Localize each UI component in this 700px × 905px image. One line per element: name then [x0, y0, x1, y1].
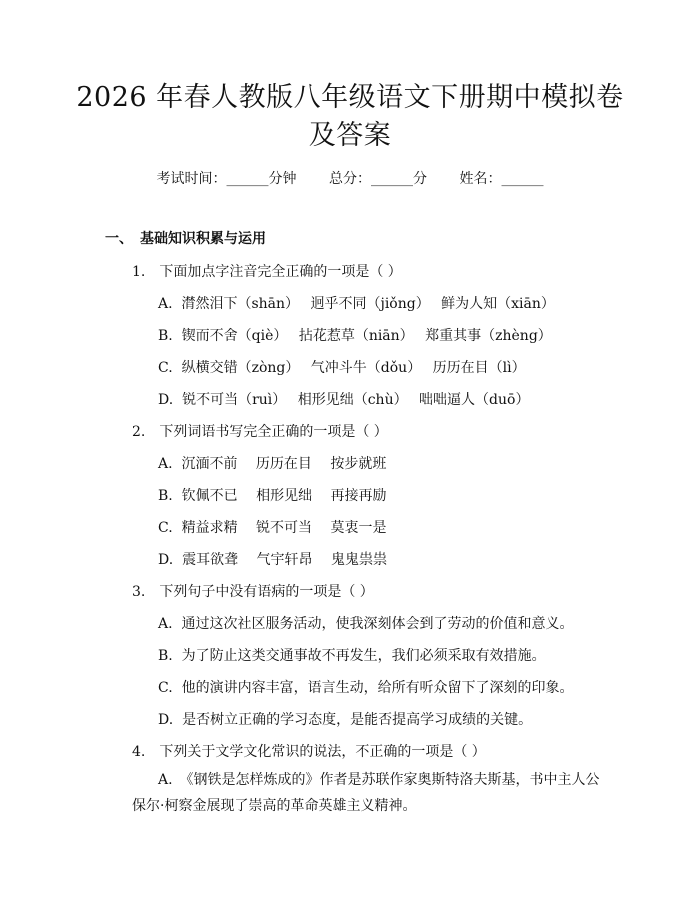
- option-a: A. 通过这次社区服务活动，使我深刻体会到了劳动的价值和意义。: [158, 616, 574, 632]
- exam-info-line: 考试时间：______分钟 总分：______分 姓名：______: [156, 171, 544, 187]
- option-a: A. 《钢铁是怎样炼成的》作者是苏联作家奥斯特洛夫斯基，书中主人公保尔·柯察金展现了崇高的革命英雄主义精神。: [132, 772, 600, 814]
- question-stem: 1. 下面加点字注音完全正确的一项是（ ）: [132, 264, 402, 280]
- option-d: D. 是否树立正确的学习态度，是能否提高学习成绩的关键。: [158, 712, 533, 728]
- page-title-continued: 及答案: [308, 120, 392, 151]
- option-b: B. 钦佩不已 相形见绌 再接再励: [158, 488, 387, 504]
- option-c: C. 他的演讲内容丰富，语言生动，给所有听众留下了深刻的印象。: [158, 680, 574, 696]
- section-heading: 一、 基础知识积累与运用: [105, 231, 266, 247]
- question-stem: 2. 下列词语书写完全正确的一项是（ ）: [132, 424, 388, 440]
- option-b: B. 锲而不舍（qiè） 拈花惹草（niān） 郑重其事（zhèng）: [158, 328, 552, 344]
- option-d: D. 锐不可当（ruì） 相形见绌（chù） 咄咄逼人（duō）: [158, 392, 530, 408]
- page-title: 2026 年春人教版八年级语文下册期中模拟卷: [76, 82, 624, 113]
- question-stem: 3. 下列句子中没有语病的一项是（ ）: [132, 584, 374, 600]
- option-c: C. 纵横交错（zòng） 气冲斗牛（dǒu） 历历在目（lì）: [158, 360, 526, 376]
- option-a: A. 潸然泪下（shān） 迥乎不同（jiǒng） 鲜为人知（xiān）: [158, 296, 555, 312]
- question-stem: 4. 下列关于文学文化常识的说法，不正确的一项是（ ）: [132, 744, 486, 760]
- option-c: C. 精益求精 锐不可当 莫衷一是: [158, 520, 387, 536]
- option-a: A. 沉湎不前 历历在目 按步就班: [158, 456, 387, 472]
- option-d: D. 震耳欲聋 气宇轩昂 鬼鬼祟祟: [158, 552, 387, 568]
- option-b: B. 为了防止这类交通事故不再发生，我们必须采取有效措施。: [158, 648, 546, 664]
